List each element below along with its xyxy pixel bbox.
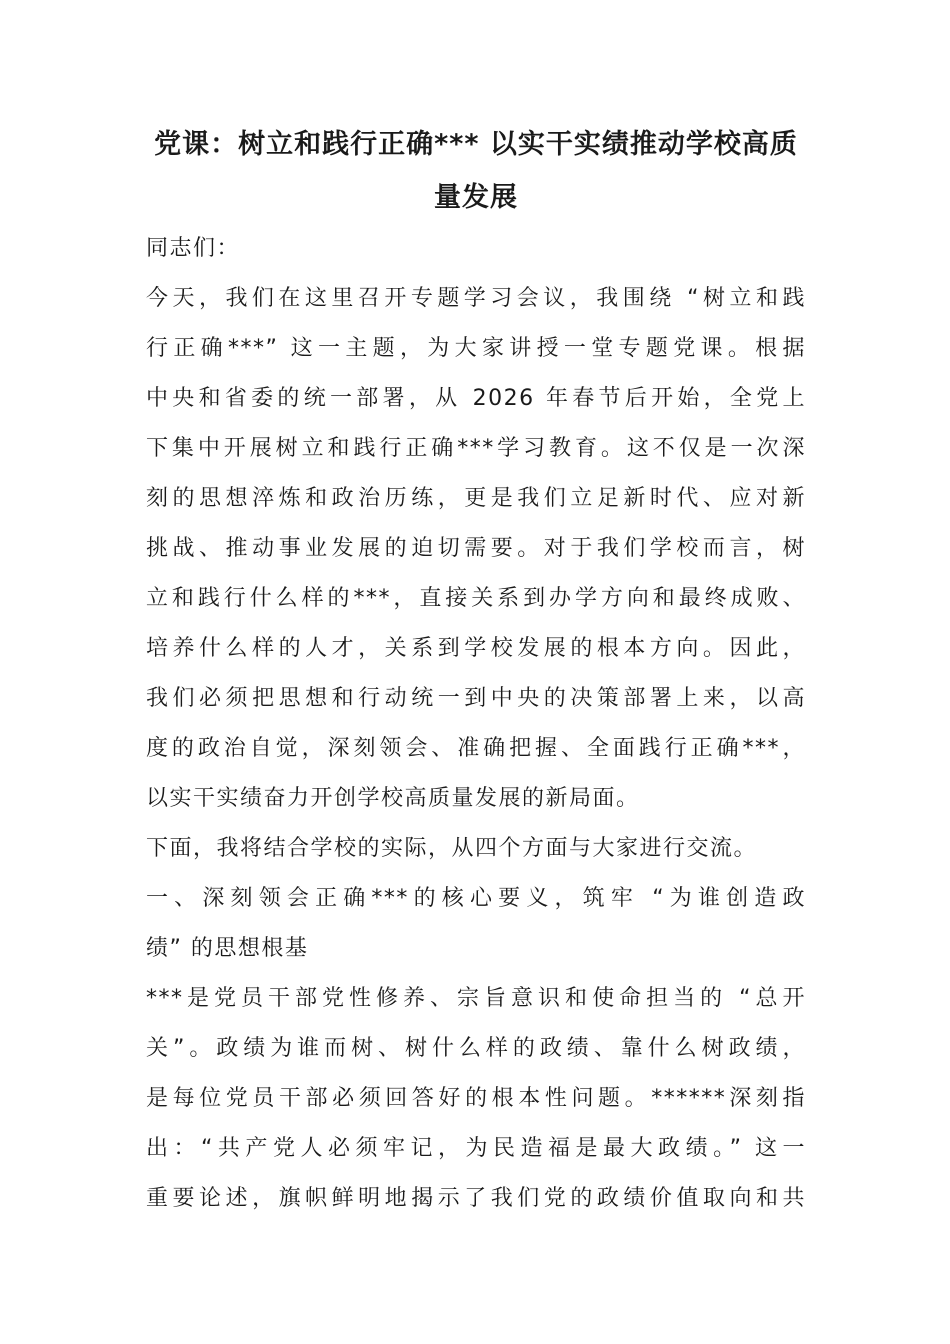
- text-line: 行正确***” 这一主题，为大家讲授一堂专题党课。根据: [146, 336, 806, 361]
- text-line: 一、深刻领会正确***的核心要义，筑牢 “为谁创造政: [146, 886, 806, 911]
- text-line: 重要论述，旗帜鲜明地揭示了我们党的政绩价值取向和共: [146, 1186, 806, 1211]
- document-body: [146, 224, 806, 1224]
- section-heading-1: [146, 874, 806, 974]
- text-line: 今天，我们在这里召开专题学习会议，我围绕 “树立和践: [146, 286, 806, 311]
- text-line: 挑战、推动事业发展的迫切需要。对于我们学校而言，树: [146, 536, 806, 561]
- text-line: ***是党员干部党性修养、宗旨意识和使命担当的 “总开: [146, 986, 806, 1011]
- text-line: 出：“共产党人必须牢记，为民造福是最大政绩。” 这一: [146, 1136, 806, 1161]
- section-1-paragraph: [146, 974, 806, 1224]
- text-line: 刻的思想淬炼和政治历练，更是我们立足新时代、应对新: [146, 486, 806, 511]
- text-line: 是每位党员干部必须回答好的根本性问题。******深刻指: [146, 1086, 806, 1111]
- text-line: 绩” 的思想根基: [146, 936, 309, 961]
- text-line: 以实干实绩奋力开创学校高质量发展的新局面。: [146, 786, 640, 811]
- text-line: 关”。政绩为谁而树、树什么样的政绩、靠什么树政绩，: [146, 1036, 806, 1061]
- document-page: [146, 118, 806, 1224]
- text-line: 中央和省委的统一部署，从 2026 年春节后开始，全党上: [146, 386, 806, 411]
- document-title: [146, 118, 806, 224]
- salutation-paragraph: [146, 224, 806, 274]
- text-line: 同志们：: [146, 236, 241, 261]
- text-line: 我们必须把思想和行动统一到中央的决策部署上来，以高: [146, 686, 806, 711]
- text-line: 下集中开展树立和践行正确***学习教育。这不仅是一次深: [146, 436, 806, 461]
- title-line: 党课：树立和践行正确*** 以实干实绩推动学校高质: [154, 129, 798, 160]
- text-line: 培养什么样的人才，关系到学校发展的根本方向。因此，: [146, 636, 806, 661]
- text-line: 下面，我将结合学校的实际，从四个方面与大家进行交流。: [146, 836, 758, 861]
- text-line: 度的政治自觉，深刻领会、准确把握、全面践行正确***，: [146, 736, 806, 761]
- title-line: 量发展: [434, 182, 518, 213]
- intro-paragraph: [146, 274, 806, 824]
- transition-paragraph: [146, 824, 806, 874]
- text-line: 立和践行什么样的***，直接关系到办学方向和最终成败、: [146, 586, 806, 611]
